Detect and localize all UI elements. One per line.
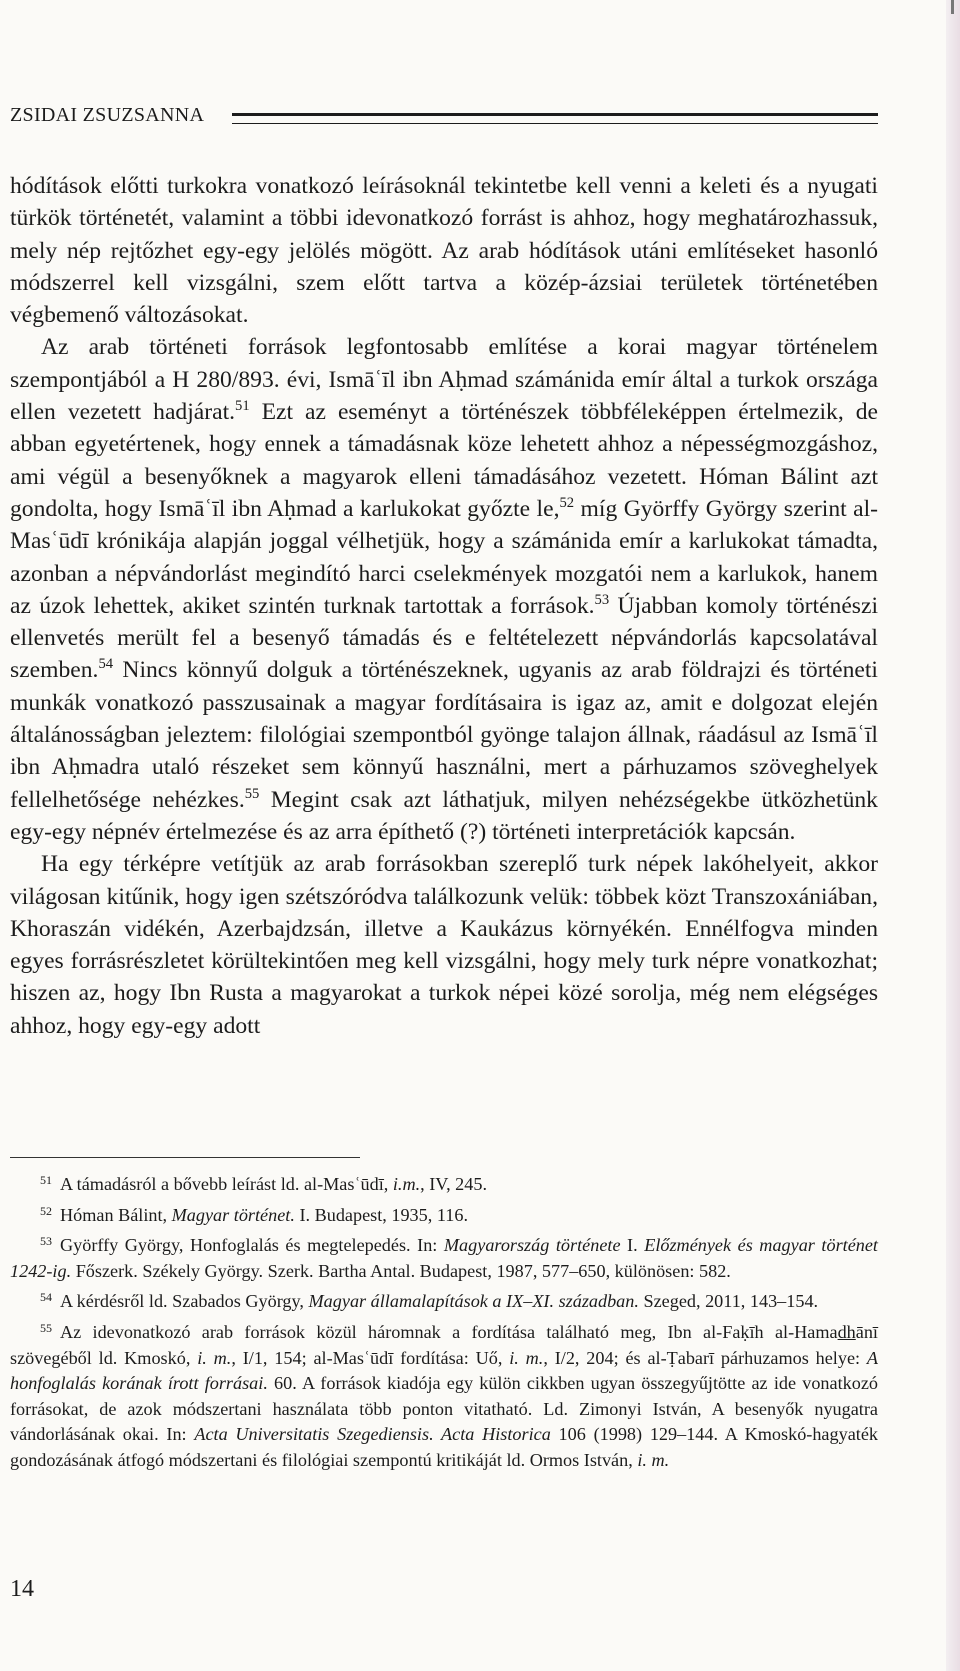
running-head-rule <box>232 113 878 124</box>
footnote-51: $^{51}$ A támadásról a bővebb leírást ld. al-Masʿūdī, i.m., IV, 245. <box>40 1173 488 1194</box>
footnote-52: $^{52}$ Hóman Bálint, Magyar történet. I. Budapest, 1935, 116. <box>40 1203 468 1225</box>
running-head <box>10 104 878 134</box>
footnotes <box>10 1168 878 1475</box>
page-edge <box>946 0 960 1671</box>
paragraph-1: hódítások előtti turkokra vonatkozó leírásoknál tekintetbe kell venni a keleti és a nyugati türkök történetét, valamint a többi idevonatkozó forrást is ahhoz, hogy meghatározhassuk, mely nép rejtőzhet egy-egy jelölés mögött. Az arab hódítások utáni említéseket hasonló módszerrel kell vizsgálni, szem előtt tartva a közép-ázsiai területek történetében végbemenő változásokat. <box>10 173 878 329</box>
body-text <box>10 170 878 1042</box>
footnote-ref-52[interactable]: 52 <box>559 494 575 511</box>
footnote-ref-55[interactable]: 55 <box>244 785 260 802</box>
footnote-ref-53[interactable]: 53 <box>594 591 610 608</box>
paragraph-3: Ha egy térképre vetítjük az arab forrásokban szereplő turk népek lakóhelyeit, akkor világosan kitűnik, hogy igen szétszóródva találkozunk velük: többek közt Transzoxániában, Khoraszán vidékén, Azerbajdzsán, illetve a Kaukázus környékén. Ennélfogva minden egyes forrásrészletet körültekintően meg kell vizsgálni, hogy mely turk népre vonatkozhat; hiszen az, hogy Ibn Rusta a magyarokat a turkok népei közé sorolja, még nem elégséges ahhoz, hogy egy-egy adott <box>10 851 878 1039</box>
paragraph-2: Az arab történeti források legfontosabb említése a korai magyar történelem szempontjából a H 280/893. évi, Ismāʿīl ibn Aḥmad számánida emír által a turkok országa ellen vezetett hadjárat.$^{51}$ Ezt az eseményt a történészek többféleképpen értelmezik, de abban egyetértenek, hogy ennek a támadásnak köze lehetett ahhoz a népességmozgáshoz, ami végül a besenyőknek a magyarok elleni támadásához vezetett. Hóman Bálint azt gondolta, hogy Ismāʿīl ibn Aḥmad a karlukokat győzte le,$^{52}$ míg Györffy György szerint al-Masʿūdī krónikája alapján joggal vélhetjük, hogy a számánida emír a karlukokat támadta, azonban a népvándorlást megindító harci cselekmények mozgatói nem a karlukok, hanem az úzok lehettek, akiket szintén turknak tartottak a források.$^{53}$ Újabban komoly történészi ellenvetés merült fel a besenyő támadás és e feltételezett népvándorlás kapcsolatával szemben.$^{54}$ Nincs könnyű dolguk a történészeknek, ugyanis az arab földrajzi és történeti munkák vonatkozó passzusainak a magyar fordításaira is igaz az, amit e dolgozat elején általánosságban jeleztem: filológiai szempontból gyönge talajon állnak, ráadásul az Ismāʿīl ibn Aḥmadra utaló részeket sem könnyű használni, mert a párhuzamos szöveghelyek fellelhetősége nehézkes.$^{55}$ Megint csak azt láthatjuk, milyen nehézségekbe ütközhetünk egy-egy népnév értelmezése és az arra építhető (?) történeti interpretációk kapcsán. <box>10 334 879 845</box>
footnote-53: $^{53}$ Györffy György, Honfoglalás és megtelepedés. In: Magyarország története I. Előzmények és magyar történet 1242-ig. Főszerk. Székely György. Szerk. Bartha Antal. Budapest, 1987, 577–650, különösen: 582. <box>10 1234 878 1281</box>
page-number: 14 <box>10 1576 34 1602</box>
edge-mark <box>951 0 954 14</box>
running-head-title: ZSIDAI ZSUZSANNA <box>10 104 210 127</box>
footnote-54: $^{54}$ A kérdésről ld. Szabados György, Magyar államalapítások a IX–XI. században. Szeged, 2011, 143–154. <box>40 1290 819 1312</box>
footnote-ref-51[interactable]: 51 <box>235 398 250 415</box>
footnote-ref-54[interactable]: 54 <box>98 656 114 673</box>
footnote-separator <box>10 1157 360 1158</box>
footnote-55: $^{55}$ Az idevonatkozó arab források közül háromnak a fordítása található meg, Ibn al-Faḳīh al-Hamadhānī szövegéből ld. Kmoskó, i. m., I/1, 154; al-Masʿūdī fordítása: Uő, i. m., I/2, 204; és al-Ṭabarī párhuzamos helye: A honfoglalás korának írott forrásai. 60. A források kiadója egy külön cikkben ugyan összegyűjtötte az ide vonatkozó forrásokat, de azok módszertani használata több ponton vitatható. Ld. Zimonyi István, A besenyők nyugatra vándorlásának okai. In: Acta Universitatis Szegediensis. Acta Historica 106 (1998) 129–144. A Kmoskó-hagyaték gondozásának átfogó módszertani és filológiai szempontú kritikáját ld. Ormos István, i. m. <box>10 1320 879 1470</box>
